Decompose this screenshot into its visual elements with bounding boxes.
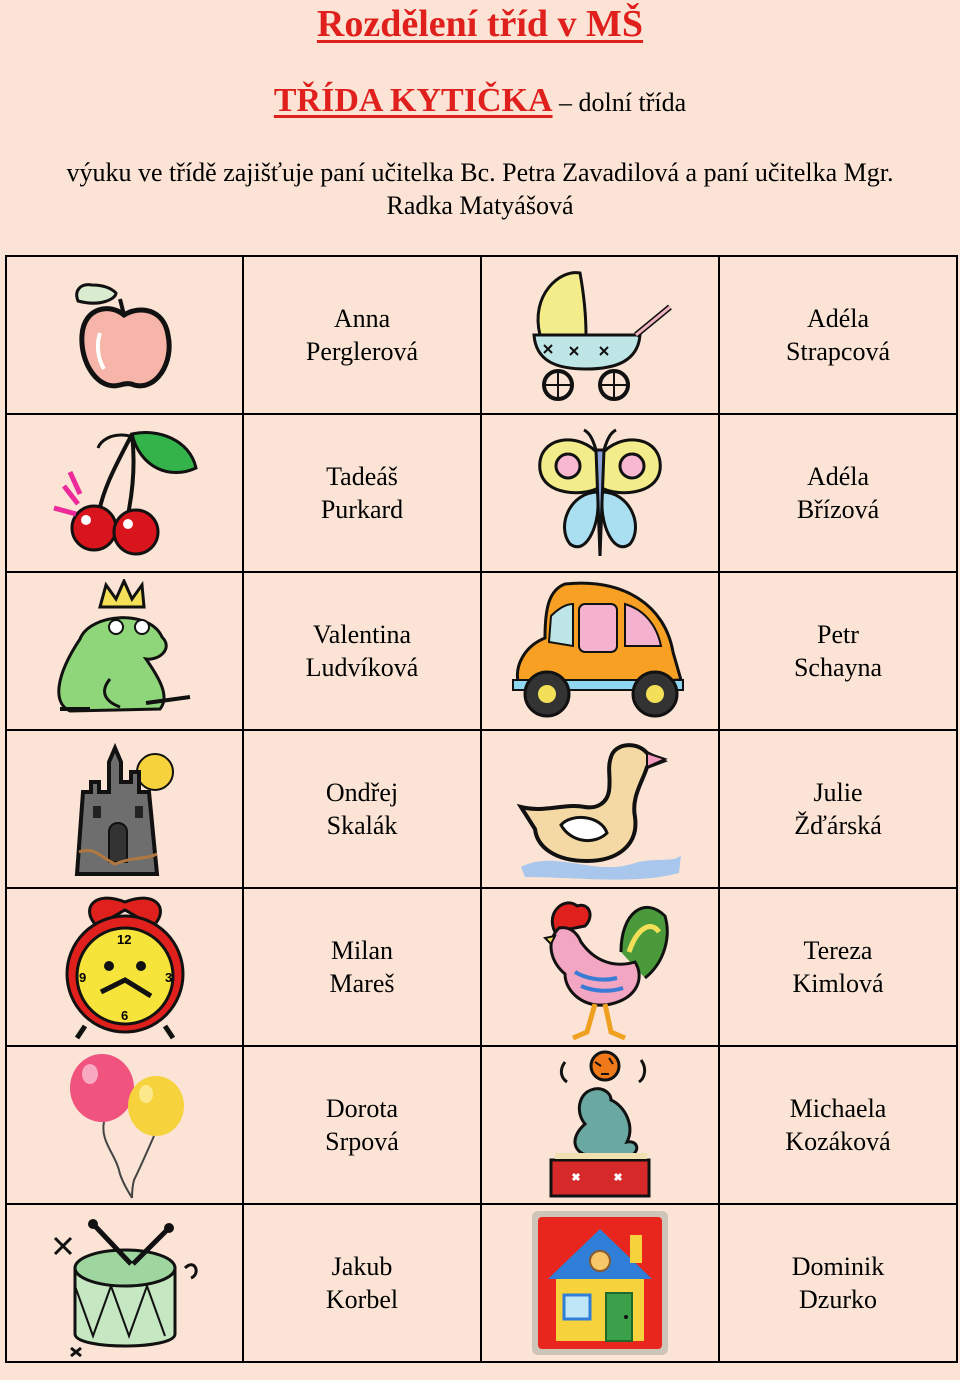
child-last-name: Dzurko — [799, 1285, 877, 1314]
child-first-name: Dorota — [325, 1094, 399, 1123]
symbol-cell — [481, 888, 719, 1046]
child-name-cell — [243, 414, 481, 572]
apple-icon — [70, 273, 180, 398]
child-last-name: Purkard — [320, 495, 404, 524]
table-row — [6, 414, 957, 572]
stroller-icon — [520, 265, 680, 405]
symbol-cell — [481, 572, 719, 730]
child-name-cell — [719, 1204, 957, 1362]
child-name-cell — [719, 1046, 957, 1204]
butterfly-icon — [530, 426, 670, 561]
child-name-cell — [243, 1204, 481, 1362]
table-row — [6, 888, 957, 1046]
car-icon — [505, 576, 695, 726]
teachers-intro: výuku ve třídě zajišťuje paní učitelka Bc. Petra Zavadilová a paní učitelka Mgr. Radka Matyášová — [66, 158, 894, 220]
page-title: Rozdělení tříd v MŠ — [316, 3, 644, 45]
child-first-name: Milan — [330, 936, 394, 965]
child-name-cell — [243, 888, 481, 1046]
symbol-cell — [481, 414, 719, 572]
goose-icon — [515, 737, 685, 882]
symbol-cell — [6, 414, 243, 572]
child-name-cell — [243, 256, 481, 414]
rooster-icon — [525, 892, 675, 1042]
table-row — [6, 256, 957, 414]
table-row — [6, 730, 957, 888]
alarm-clock-icon — [55, 892, 195, 1042]
svg-text:6: 6 — [120, 1008, 128, 1023]
child-last-name: Ludvíková — [305, 653, 419, 682]
symbol-cell — [481, 730, 719, 888]
svg-text:9: 9 — [78, 970, 86, 985]
child-last-name: Skalák — [326, 811, 398, 840]
child-name-cell — [243, 572, 481, 730]
child-name-cell — [719, 414, 957, 572]
child-last-name: Strapcová — [786, 337, 890, 366]
symbol-cell — [6, 256, 243, 414]
child-name-cell — [719, 256, 957, 414]
table-row — [6, 572, 957, 730]
child-last-name: Schayna — [793, 653, 883, 682]
child-last-name: Srpová — [325, 1127, 399, 1156]
child-name-cell — [243, 730, 481, 888]
svg-text:12: 12 — [116, 932, 131, 947]
child-last-name: Perglerová — [305, 337, 419, 366]
child-first-name: Ondřej — [325, 778, 399, 807]
child-first-name: Valentina — [312, 620, 412, 649]
symbol-cell — [6, 572, 243, 730]
symbol-cell — [481, 1204, 719, 1362]
child-first-name: Dominik — [791, 1252, 885, 1281]
child-first-name: Petr — [817, 620, 859, 649]
child-last-name: Korbel — [325, 1285, 399, 1314]
svg-text:3: 3 — [164, 970, 172, 985]
child-first-name: Anna — [333, 304, 391, 333]
class-heading — [0, 82, 960, 120]
symbol-cell — [481, 1046, 719, 1204]
child-first-name: Jakub — [331, 1252, 393, 1281]
child-first-name: Julie — [813, 778, 863, 807]
child-first-name: Tereza — [803, 936, 873, 965]
circus-seal-icon — [545, 1050, 655, 1200]
child-first-name: Michaela — [789, 1094, 887, 1123]
castle-icon — [65, 742, 185, 877]
child-last-name: Břízová — [796, 495, 880, 524]
frog-prince-icon — [50, 579, 200, 724]
child-last-name: Žďárská — [794, 811, 882, 840]
symbol-cell — [6, 1204, 243, 1362]
child-first-name: Adéla — [806, 462, 870, 491]
child-first-name: Tadeáš — [326, 462, 398, 491]
balloons-icon — [60, 1050, 190, 1200]
child-name-cell — [719, 888, 957, 1046]
house-puzzle-icon — [530, 1209, 670, 1357]
children-table — [5, 255, 958, 1363]
cherries-icon — [40, 428, 210, 558]
table-row — [6, 1046, 957, 1204]
child-last-name: Kozáková — [785, 1127, 891, 1156]
child-first-name: Adéla — [806, 304, 870, 333]
child-last-name: Mareš — [329, 969, 395, 998]
child-last-name: Kimlová — [792, 969, 884, 998]
class-suffix: – dolní třída — [559, 88, 687, 117]
child-name-cell — [243, 1046, 481, 1204]
child-name-cell — [719, 730, 957, 888]
symbol-cell — [6, 730, 243, 888]
symbol-cell — [6, 888, 243, 1046]
table-row — [6, 1204, 957, 1362]
symbol-cell — [6, 1046, 243, 1204]
drum-icon — [45, 1208, 205, 1358]
symbol-cell — [481, 256, 719, 414]
child-name-cell — [719, 572, 957, 730]
class-name: TŘÍDA KYTIČKA — [273, 82, 553, 119]
